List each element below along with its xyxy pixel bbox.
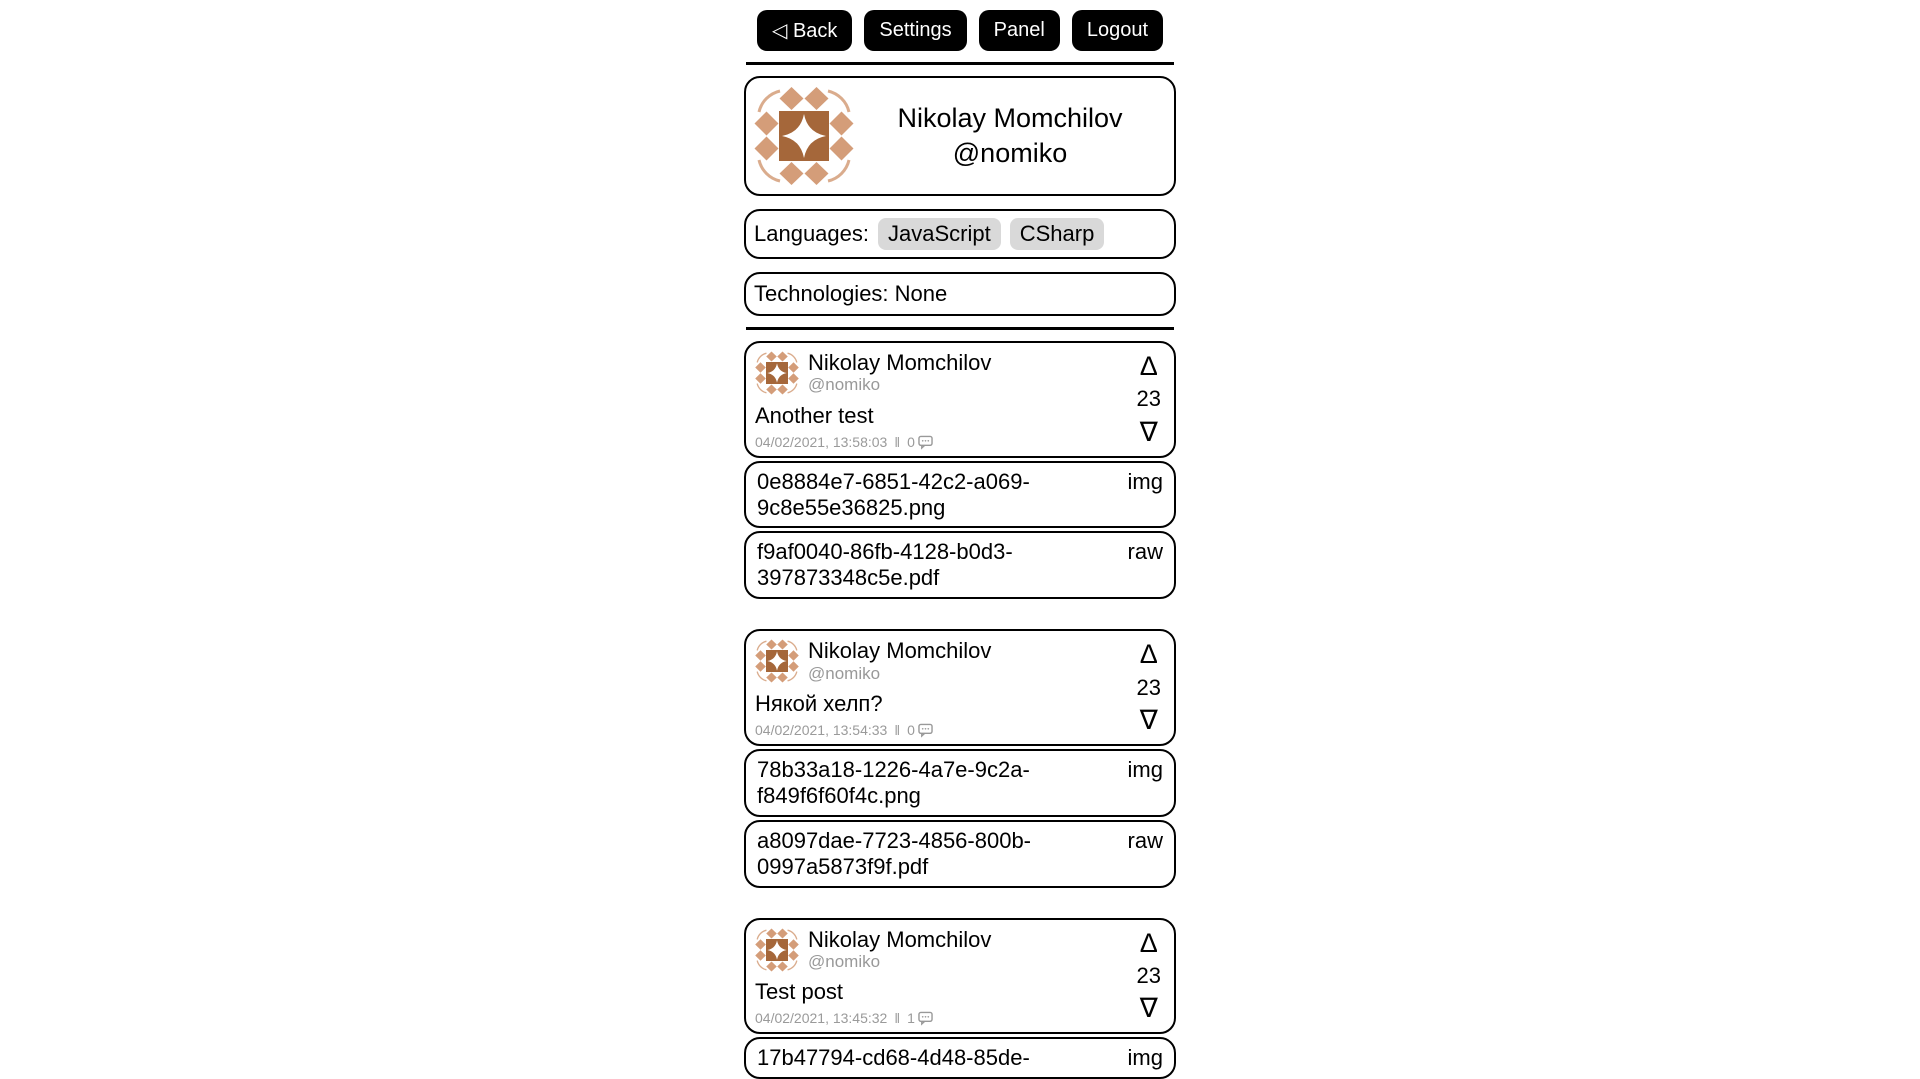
- comment-count: 0: [907, 721, 915, 738]
- technologies-card: [744, 272, 1176, 316]
- speech-bubble-icon: [918, 435, 933, 449]
- attachment-filename[interactable]: f9af0040-86fb-4128-b0d3-397873348c5e.pdf: [757, 539, 1013, 591]
- speech-bubble-icon: [918, 1011, 933, 1025]
- meta-separator: ‖: [894, 721, 901, 738]
- attachment-filename[interactable]: 78b33a18-1226-4a7e-9c2a-f849f6f60f4c.png: [757, 756, 1030, 808]
- language-tag-javascript: JavaScript: [878, 218, 1001, 250]
- post-header: [755, 351, 1108, 396]
- profile-name: Nikolay Momchilov: [897, 102, 1123, 133]
- attachment-type-badge: img: [1127, 468, 1163, 494]
- post-author-block: [808, 351, 991, 396]
- technologies-label: Technologies: None: [754, 281, 948, 306]
- post-header: [755, 639, 1108, 684]
- post-avatar-identicon-icon: [755, 928, 799, 972]
- upvote-button[interactable]: Δ: [1139, 351, 1158, 381]
- comment-count: 0: [907, 433, 915, 450]
- upvote-button[interactable]: Δ: [1139, 639, 1158, 670]
- post-author-name: Nikolay Momchilov: [808, 926, 992, 952]
- post-author-name: Nikolay Momchilov: [808, 350, 992, 375]
- post-author-block: [808, 928, 991, 973]
- downvote-button[interactable]: ∇: [1139, 993, 1158, 1024]
- languages-card: [744, 209, 1176, 259]
- attachment-row[interactable]: [744, 1037, 1176, 1079]
- attachment-row[interactable]: [744, 531, 1176, 599]
- page-container: [744, 10, 1176, 1079]
- post-group: [744, 629, 1176, 887]
- attachment-type-badge: img: [1127, 1045, 1163, 1071]
- attachment-type-badge: raw: [1127, 827, 1163, 853]
- attachment-type-badge: raw: [1127, 539, 1163, 565]
- attachment-filename[interactable]: 17b47794-cd68-4d48-85de-: [757, 1045, 1030, 1071]
- vote-column: [1137, 641, 1161, 734]
- post-title: Някой хелп?: [755, 690, 883, 716]
- settings-button[interactable]: Settings: [864, 10, 966, 51]
- attachment-row[interactable]: [744, 749, 1176, 817]
- post-author-handle: @nomiko: [808, 375, 881, 395]
- post-meta: [755, 1010, 1108, 1026]
- post-title: Another test: [755, 402, 874, 428]
- post-card[interactable]: [744, 629, 1176, 746]
- comment-count: 1: [907, 1010, 915, 1027]
- vote-column: [1136, 927, 1161, 1024]
- post-timestamp: 04/02/2021, 13:58:03: [755, 433, 888, 450]
- post-timestamp: 04/02/2021, 13:45:32: [755, 1010, 888, 1027]
- post-author-block: [808, 639, 991, 684]
- attachment-row[interactable]: [744, 461, 1176, 529]
- attachment-row[interactable]: [744, 820, 1176, 888]
- attachment-filename[interactable]: a8097dae-7723-4856-800b-0997a5873f9f.pdf: [757, 827, 1032, 879]
- post-comments: [907, 1010, 933, 1026]
- panel-button[interactable]: Panel: [979, 10, 1060, 51]
- post-meta: [755, 722, 1108, 738]
- post-card[interactable]: [744, 918, 1176, 1035]
- post-author-name: Nikolay Momchilov: [808, 638, 992, 664]
- post-comments: [907, 722, 933, 738]
- attachment-filename[interactable]: 0e8884e7-6851-42c2-a069-9c8e55e36825.png: [757, 468, 1030, 520]
- post-avatar-identicon-icon: [755, 351, 799, 395]
- vote-count: 23: [1136, 963, 1161, 989]
- divider-posts: [746, 327, 1174, 330]
- profile-avatar-identicon-icon: [754, 86, 854, 186]
- attachment-type-badge: img: [1127, 756, 1163, 782]
- languages-label: Languages:: [754, 221, 869, 246]
- post-author-handle: @nomiko: [808, 951, 881, 971]
- upvote-button[interactable]: Δ: [1139, 927, 1158, 958]
- post-meta: [755, 434, 1108, 450]
- post-author-handle: @nomiko: [808, 663, 881, 683]
- post-group: [744, 341, 1176, 599]
- post-comments: [907, 434, 933, 450]
- post-card[interactable]: [744, 341, 1176, 458]
- profile-name-block: [854, 101, 1166, 171]
- profile-card: [744, 76, 1176, 196]
- post-avatar-identicon-icon: [755, 639, 799, 683]
- downvote-button[interactable]: ∇: [1139, 416, 1158, 447]
- speech-bubble-icon: [918, 723, 933, 737]
- divider-top: [746, 62, 1174, 65]
- vote-count: 23: [1136, 674, 1161, 700]
- post-timestamp: 04/02/2021, 13:54:33: [755, 721, 888, 738]
- language-tag-csharp: CSharp: [1010, 218, 1105, 250]
- downvote-button[interactable]: ∇: [1139, 704, 1158, 735]
- profile-handle: @nomiko: [952, 138, 1068, 168]
- logout-button[interactable]: Logout: [1072, 10, 1163, 51]
- post-title: Test post: [755, 979, 844, 1005]
- meta-separator: ‖: [894, 433, 901, 450]
- vote-column: [1137, 353, 1161, 446]
- top-nav: [744, 10, 1176, 51]
- back-button[interactable]: ◁ Back: [757, 10, 852, 51]
- meta-separator: ‖: [894, 1010, 901, 1027]
- vote-count: 23: [1136, 386, 1161, 412]
- post-group: [744, 918, 1176, 1079]
- post-header: [755, 928, 1108, 973]
